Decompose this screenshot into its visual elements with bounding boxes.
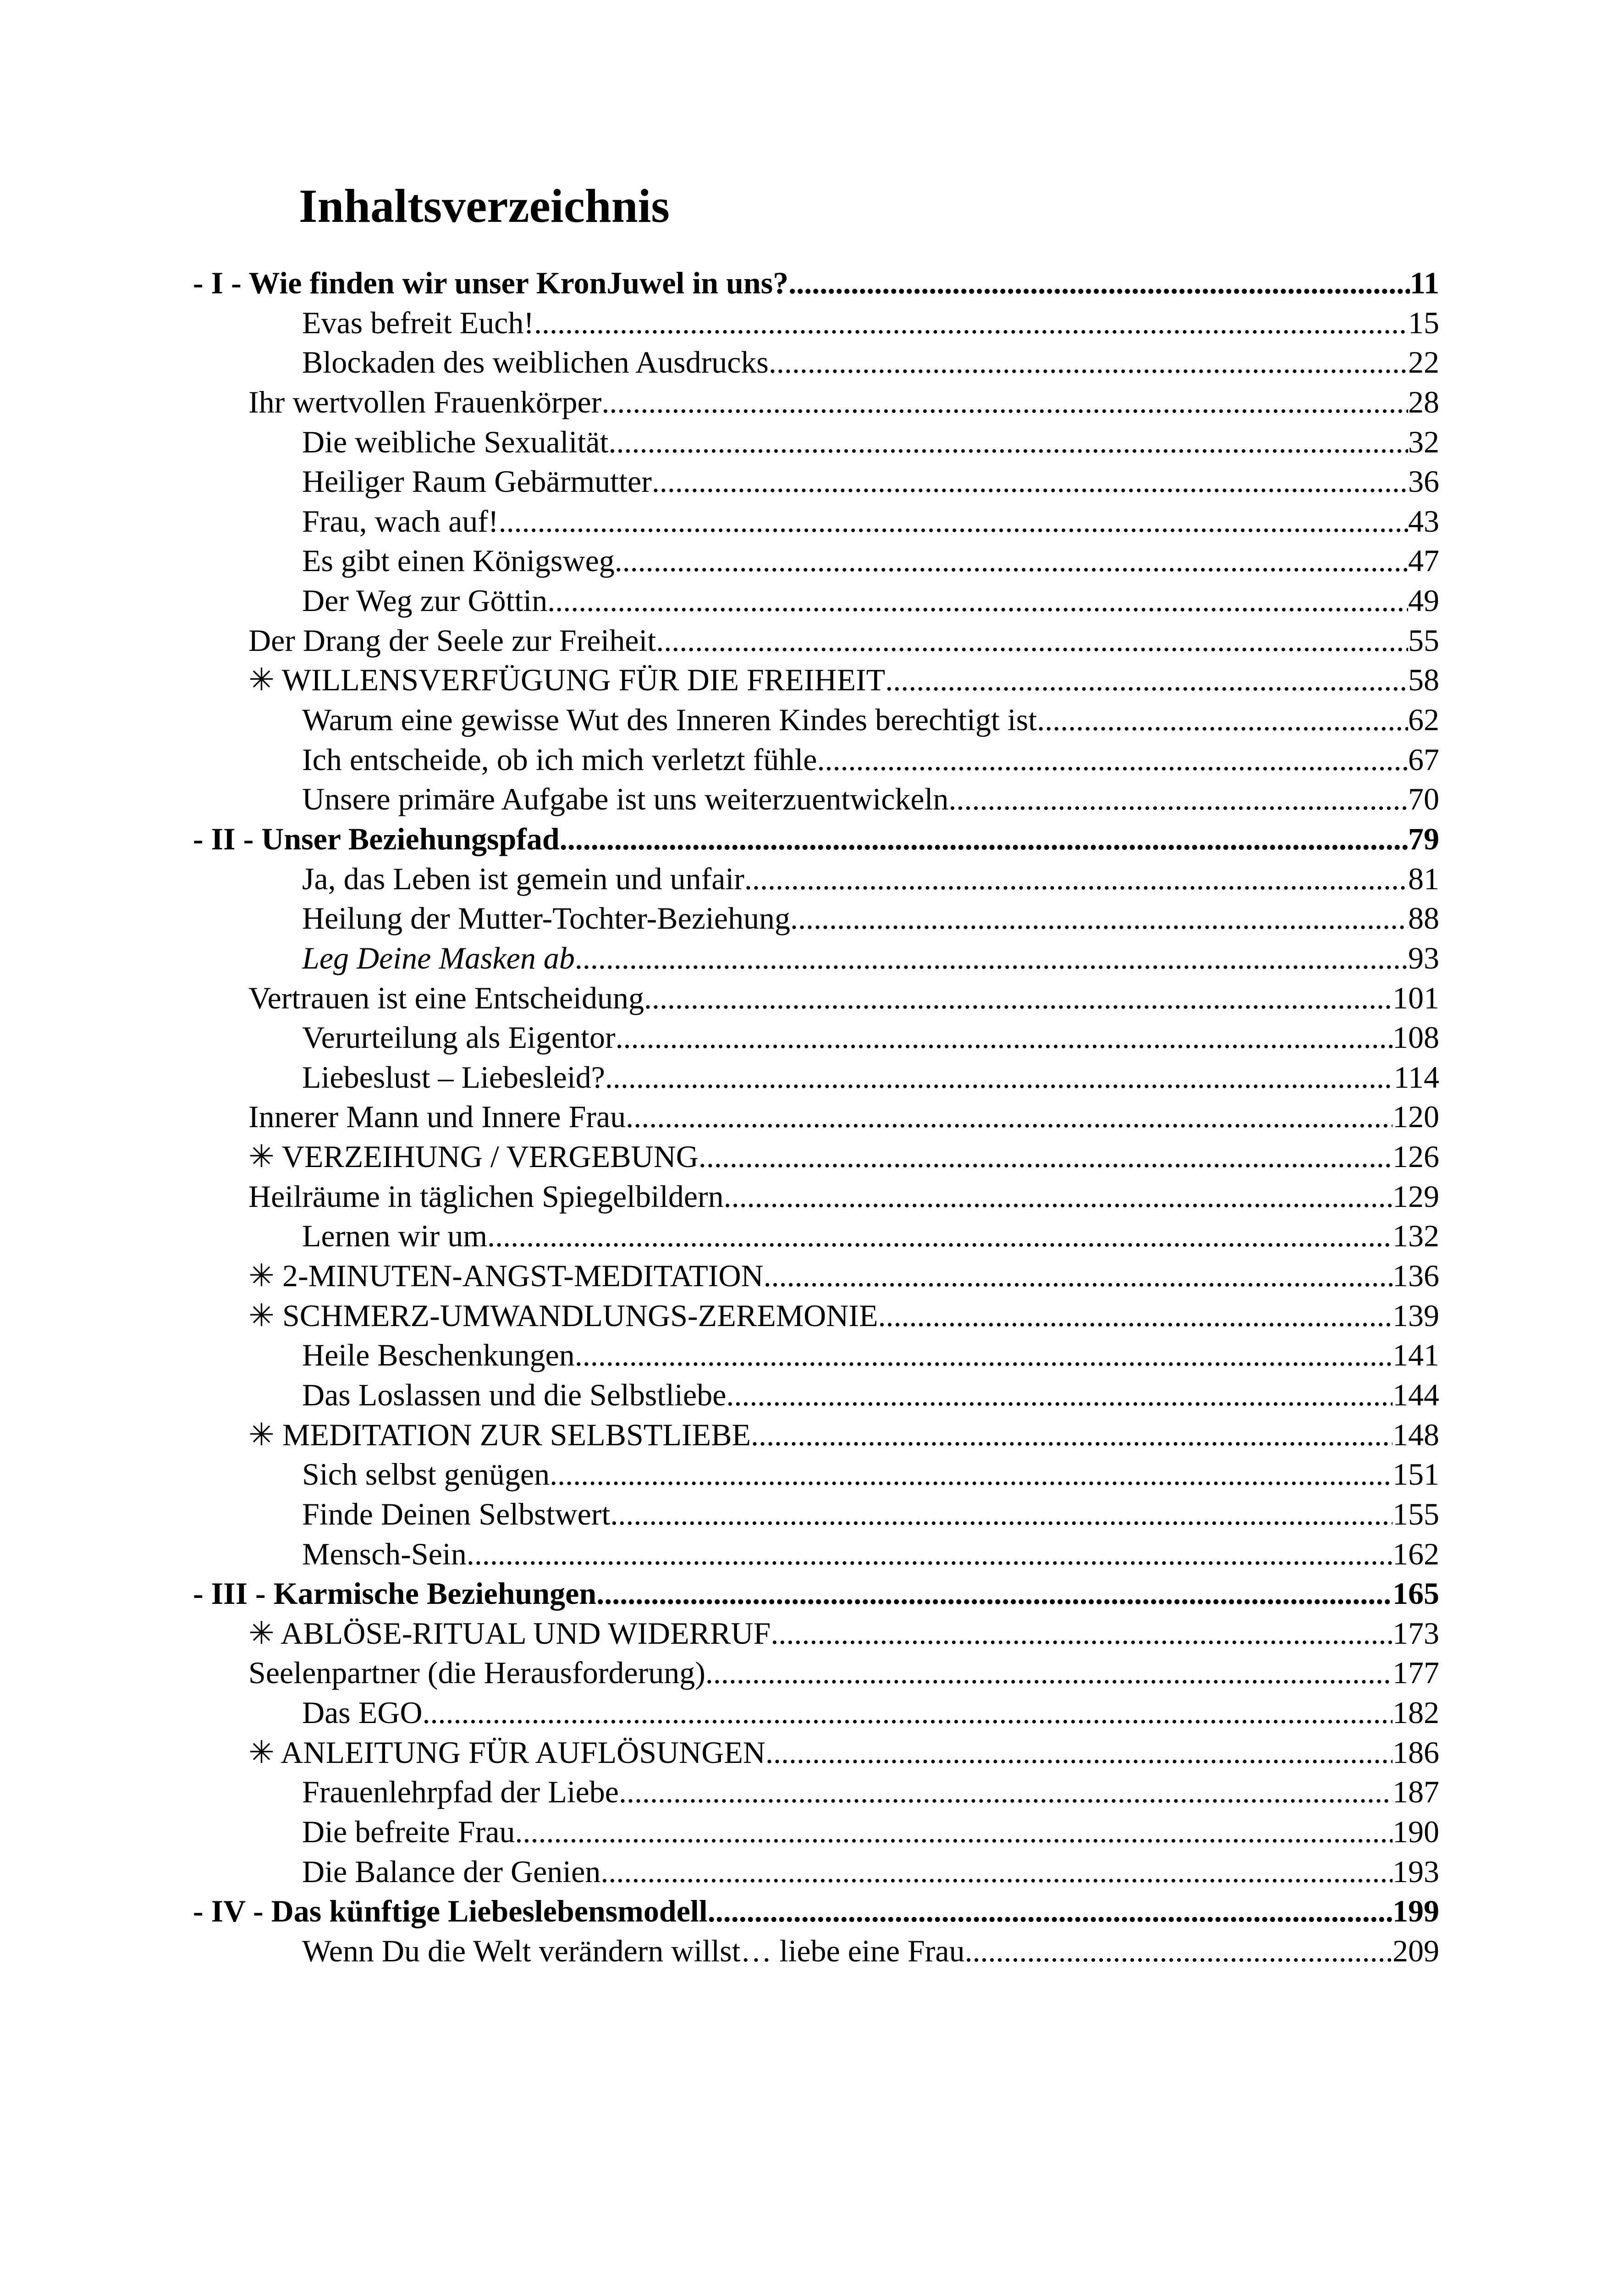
toc-page-number: 186 [1393, 1734, 1439, 1770]
toc-entry-line [302, 1018, 1439, 1057]
toc-entry-line [302, 422, 1439, 462]
toc-entry [0, 1574, 1624, 1613]
dot-leader [764, 1256, 1393, 1296]
dot-leader [885, 660, 1408, 700]
toc-entry-title: Wenn Du die Welt verändern willst… liebe eine Frau [302, 1933, 965, 1968]
toc-entry [0, 1653, 1624, 1693]
toc-entry-line [302, 1693, 1439, 1733]
dot-leader [608, 422, 1408, 462]
toc-entry-line [302, 740, 1439, 780]
toc-entry-line [302, 342, 1439, 382]
toc-entry-line [248, 1296, 1439, 1336]
toc-entry [0, 1296, 1624, 1336]
dot-leader [499, 501, 1408, 541]
toc-entry [0, 1415, 1624, 1455]
toc-entry-title: ✳ ABLÖSE-RITUAL UND WIDERRUF [248, 1615, 771, 1651]
toc-entry [0, 501, 1624, 541]
toc-entry-line [302, 462, 1439, 501]
toc-entry-line [248, 1415, 1439, 1455]
toc-entry-title: ✳ SCHMERZ-UMWANDLUNGS-ZEREMONIE [248, 1298, 878, 1333]
toc-entry-line [302, 938, 1439, 978]
toc-entry [0, 779, 1624, 819]
toc-entry [0, 621, 1624, 661]
dot-leader [817, 740, 1408, 780]
toc-entry [0, 1931, 1624, 1971]
toc-entry [0, 1057, 1624, 1097]
toc-entry-title: Leg Deine Masken ab [302, 940, 575, 975]
toc-entry-line [302, 303, 1439, 343]
toc-entry [0, 1772, 1624, 1812]
dot-leader [515, 1812, 1393, 1852]
toc-page-number: 93 [1408, 940, 1439, 975]
toc-page-number: 28 [1408, 384, 1439, 419]
toc-entry-title: - II - Unser Beziehungspfad [193, 821, 560, 856]
dot-leader [534, 303, 1408, 343]
toc-page-number: 15 [1408, 305, 1439, 340]
toc-page-number: 139 [1393, 1298, 1439, 1333]
toc-entry-title: Ja, das Leben ist gemein und unfair [302, 861, 744, 896]
toc-page-number: 155 [1393, 1496, 1439, 1531]
toc-entry-title: ✳ 2-MINUTEN-ANGST-MEDITATION [248, 1258, 764, 1294]
toc-page-number: 58 [1408, 662, 1439, 698]
dot-leader [699, 1137, 1393, 1177]
toc-page-number: 190 [1393, 1814, 1439, 1849]
toc-entry-line [302, 1375, 1439, 1415]
toc-page-number: 126 [1393, 1139, 1439, 1174]
toc-page-number: 129 [1393, 1178, 1439, 1214]
toc-entry-line [302, 1534, 1439, 1574]
toc-entry-title: Der Drang der Seele zur Freiheit [248, 622, 656, 658]
toc-entry-line [302, 1494, 1439, 1534]
dot-leader [487, 1216, 1393, 1256]
toc-page-number: 101 [1393, 980, 1439, 1015]
toc-entry-line [248, 1653, 1439, 1693]
toc-entry [0, 1216, 1624, 1256]
toc-entry-title: Finde Deinen Selbstwert [302, 1496, 611, 1531]
dot-leader [600, 1852, 1393, 1892]
toc-entry-title: Sich selbst genügen [302, 1457, 550, 1492]
dot-leader [1037, 700, 1408, 740]
toc-entry-title: Die befreite Frau [302, 1814, 515, 1849]
toc-entry-title: Mensch-Sein [302, 1536, 467, 1571]
toc-entry-line [302, 1216, 1439, 1256]
toc-entry [0, 859, 1624, 899]
dot-leader [619, 1772, 1393, 1812]
toc-entry-title: Seelenpartner (die Herausforderung) [248, 1655, 705, 1690]
toc-entry-title: Das EGO [302, 1695, 423, 1730]
toc-entry-title: Der Weg zur Göttin [302, 583, 548, 618]
toc-page-number: 108 [1393, 1020, 1439, 1055]
toc-page-number: 47 [1408, 543, 1439, 578]
toc-page-number: 43 [1408, 503, 1439, 539]
toc-page-number: 62 [1408, 702, 1439, 738]
dot-leader [423, 1693, 1393, 1733]
toc-entry-title: Blockaden des weiblichen Ausdrucks [302, 345, 769, 380]
toc-page-number: 132 [1393, 1218, 1439, 1254]
toc-entry-title: ✳ ANLEITUNG FÜR AUFLÖSUNGEN [248, 1734, 766, 1770]
dot-leader [547, 581, 1408, 621]
toc-entry-line [302, 1057, 1439, 1097]
dot-leader [605, 1057, 1394, 1097]
dot-leader [652, 462, 1408, 501]
dot-leader [790, 898, 1408, 938]
toc-entry [0, 303, 1624, 343]
dot-leader [744, 859, 1408, 899]
toc-entry [0, 740, 1624, 780]
toc-page-number: 120 [1393, 1099, 1439, 1134]
toc-entry-title: Vertrauen ist eine Entscheidung [248, 980, 644, 1015]
toc-entry-title: Warum eine gewisse Wut des Inneren Kindes berechtigt ist [302, 702, 1037, 738]
toc-page-number: 22 [1408, 345, 1439, 380]
toc-entry [0, 1693, 1624, 1733]
toc-entry-line [302, 1772, 1439, 1812]
dot-leader [724, 1177, 1393, 1217]
toc-entry-line [248, 621, 1439, 661]
toc-entry [0, 1812, 1624, 1852]
toc-entry [0, 462, 1624, 501]
toc-entry [0, 1733, 1624, 1773]
toc-page-number: 209 [1393, 1933, 1439, 1968]
toc-entry [0, 1177, 1624, 1217]
toc-entry-line [193, 263, 1439, 303]
toc-page-number: 144 [1393, 1377, 1439, 1412]
page-title: Inhaltsverzeichnis [299, 180, 670, 232]
toc-page-number: 199 [1393, 1894, 1439, 1929]
dot-leader [965, 1931, 1393, 1971]
dot-leader [575, 1335, 1393, 1375]
toc-entry-title: Heile Beschenkungen [302, 1338, 575, 1373]
toc-entry-line [302, 1852, 1439, 1892]
dot-leader [769, 342, 1408, 382]
toc-entry [0, 422, 1624, 462]
toc-entry-line [302, 1931, 1439, 1971]
dot-leader [708, 1891, 1393, 1931]
dot-leader [705, 1653, 1393, 1693]
toc-entry [0, 1852, 1624, 1892]
toc-entry-line [248, 1177, 1439, 1217]
toc-page-number: 193 [1393, 1854, 1439, 1889]
toc-entry-line [193, 1574, 1439, 1613]
toc-entry-line [302, 581, 1439, 621]
toc-entry-line [302, 898, 1439, 938]
dot-leader [467, 1534, 1393, 1574]
toc-entry [0, 1454, 1624, 1494]
toc-entry-line [302, 859, 1439, 899]
toc-entry [0, 938, 1624, 978]
toc-page-number: 67 [1408, 742, 1439, 777]
dot-leader [610, 1494, 1393, 1534]
dot-leader [615, 541, 1408, 581]
toc-entry [0, 541, 1624, 581]
toc-entry-title: - IV - Das künftige Liebeslebensmodell [193, 1894, 708, 1929]
toc-entry-title: Heilräume in täglichen Spiegelbildern [248, 1178, 724, 1214]
toc-page-number: 70 [1408, 782, 1439, 817]
toc-entry-title: Unsere primäre Aufgabe ist uns weiterzuentwickeln [302, 782, 949, 817]
toc-entry-line [193, 1891, 1439, 1931]
dot-leader [626, 1097, 1393, 1137]
toc-entry [0, 1137, 1624, 1177]
toc-entry [0, 1256, 1624, 1296]
toc-entry-title: - I - Wie finden wir unser KronJuwel in uns? [193, 265, 789, 300]
toc-entry [0, 1613, 1624, 1653]
toc-entry [0, 978, 1624, 1018]
dot-leader [726, 1375, 1393, 1415]
toc-page-number: 162 [1393, 1536, 1439, 1571]
toc-entry [0, 1494, 1624, 1534]
toc-entry [0, 1375, 1624, 1415]
dot-leader [596, 1574, 1393, 1613]
toc-entry-title: Ihr wertvollen Frauenkörper [248, 384, 602, 419]
toc-page-number: 182 [1393, 1695, 1439, 1730]
toc-entry-line [248, 978, 1439, 1018]
dot-leader [560, 819, 1408, 859]
dot-leader [601, 382, 1408, 422]
toc-entry-title: Das Loslassen und die Selbstliebe [302, 1377, 727, 1412]
toc-page-number: 187 [1393, 1774, 1439, 1810]
toc-entry-line [302, 1454, 1439, 1494]
toc-page-number: 141 [1393, 1338, 1439, 1373]
toc-entry-title: Verurteilung als Eigentor [302, 1020, 616, 1055]
toc-entry [0, 1891, 1624, 1931]
toc-entry-line [302, 779, 1439, 819]
toc-entry [0, 382, 1624, 422]
toc-entry [0, 660, 1624, 700]
toc-entry-title: ✳ VERZEIHUNG / VERGEBUNG [248, 1139, 699, 1174]
toc-entry-title: Die Balance der Genien [302, 1854, 601, 1889]
toc-entry [0, 898, 1624, 938]
dot-leader [616, 1018, 1393, 1057]
dot-leader [788, 263, 1410, 303]
dot-leader [656, 621, 1408, 661]
toc-page-number: 88 [1408, 901, 1439, 936]
toc-entry-line [193, 819, 1439, 859]
toc-entry-title: Innerer Mann und Innere Frau [248, 1099, 626, 1134]
toc-entry [0, 1534, 1624, 1574]
toc-entry [0, 342, 1624, 382]
toc-entry [0, 263, 1624, 303]
toc-page-number: 151 [1393, 1457, 1439, 1492]
toc-entry-line [248, 382, 1439, 422]
toc-entry-title: Liebeslust – Liebesleid? [302, 1059, 605, 1095]
toc-entry-line [302, 700, 1439, 740]
toc-page-number: 136 [1393, 1258, 1439, 1294]
toc-entry-line [248, 660, 1439, 700]
toc-page-number: 32 [1408, 424, 1439, 459]
toc-entry-title: Heilung der Mutter-Tochter-Beziehung [302, 901, 791, 936]
toc-entry-line [302, 1812, 1439, 1852]
dot-leader [751, 1415, 1393, 1455]
toc-entry-title: Evas befreit Euch! [302, 305, 534, 340]
toc-page-number: 173 [1393, 1615, 1439, 1651]
toc-entry [0, 1097, 1624, 1137]
table-of-contents [0, 263, 1624, 1971]
dot-leader [949, 779, 1408, 819]
toc-entry [0, 700, 1624, 740]
toc-entry-title: Ich entscheide, ob ich mich verletzt fühle [302, 742, 817, 777]
dot-leader [575, 938, 1408, 978]
toc-entry [0, 819, 1624, 859]
toc-page-number: 55 [1408, 622, 1439, 658]
toc-entry-line [248, 1097, 1439, 1137]
dot-leader [878, 1296, 1393, 1336]
toc-entry-line [302, 1335, 1439, 1375]
toc-entry-line [248, 1733, 1439, 1773]
dot-leader [765, 1733, 1393, 1773]
dot-leader [550, 1454, 1393, 1494]
toc-page-number: 114 [1393, 1059, 1439, 1095]
toc-entry-line [302, 501, 1439, 541]
toc-entry-line [302, 541, 1439, 581]
toc-entry-title: ✳ MEDITATION ZUR SELBSTLIEBE [248, 1417, 751, 1452]
toc-page-number: 81 [1408, 861, 1439, 896]
toc-entry-line [248, 1256, 1439, 1296]
toc-page-number: 177 [1393, 1655, 1439, 1690]
toc-entry [0, 581, 1624, 621]
dot-leader [644, 978, 1393, 1018]
toc-page-number: 36 [1408, 464, 1439, 499]
toc-entry-title: Die weibliche Sexualität [302, 424, 609, 459]
toc-page-number: 49 [1408, 583, 1439, 618]
toc-entry-line [248, 1137, 1439, 1177]
toc-entry-title: - III - Karmische Beziehungen [193, 1576, 597, 1611]
toc-entry-title: ✳ WILLENSVERFÜGUNG FÜR DIE FREIHEIT [248, 662, 886, 698]
toc-entry-title: Lernen wir um [302, 1218, 488, 1254]
toc-entry-title: Es gibt einen Königsweg [302, 543, 615, 578]
toc-entry-title: Frau, wach auf! [302, 503, 499, 539]
toc-page-number: 165 [1393, 1576, 1439, 1611]
toc-page-number: 79 [1408, 821, 1439, 856]
toc-page-number: 11 [1409, 265, 1439, 300]
toc-entry [0, 1018, 1624, 1057]
toc-entry-title: Frauenlehrpfad der Liebe [302, 1774, 619, 1810]
toc-page-number: 148 [1393, 1417, 1439, 1452]
toc-entry-line [248, 1613, 1439, 1653]
toc-entry [0, 1335, 1624, 1375]
toc-entry-title: Heiliger Raum Gebärmutter [302, 464, 652, 499]
dot-leader [771, 1613, 1393, 1653]
